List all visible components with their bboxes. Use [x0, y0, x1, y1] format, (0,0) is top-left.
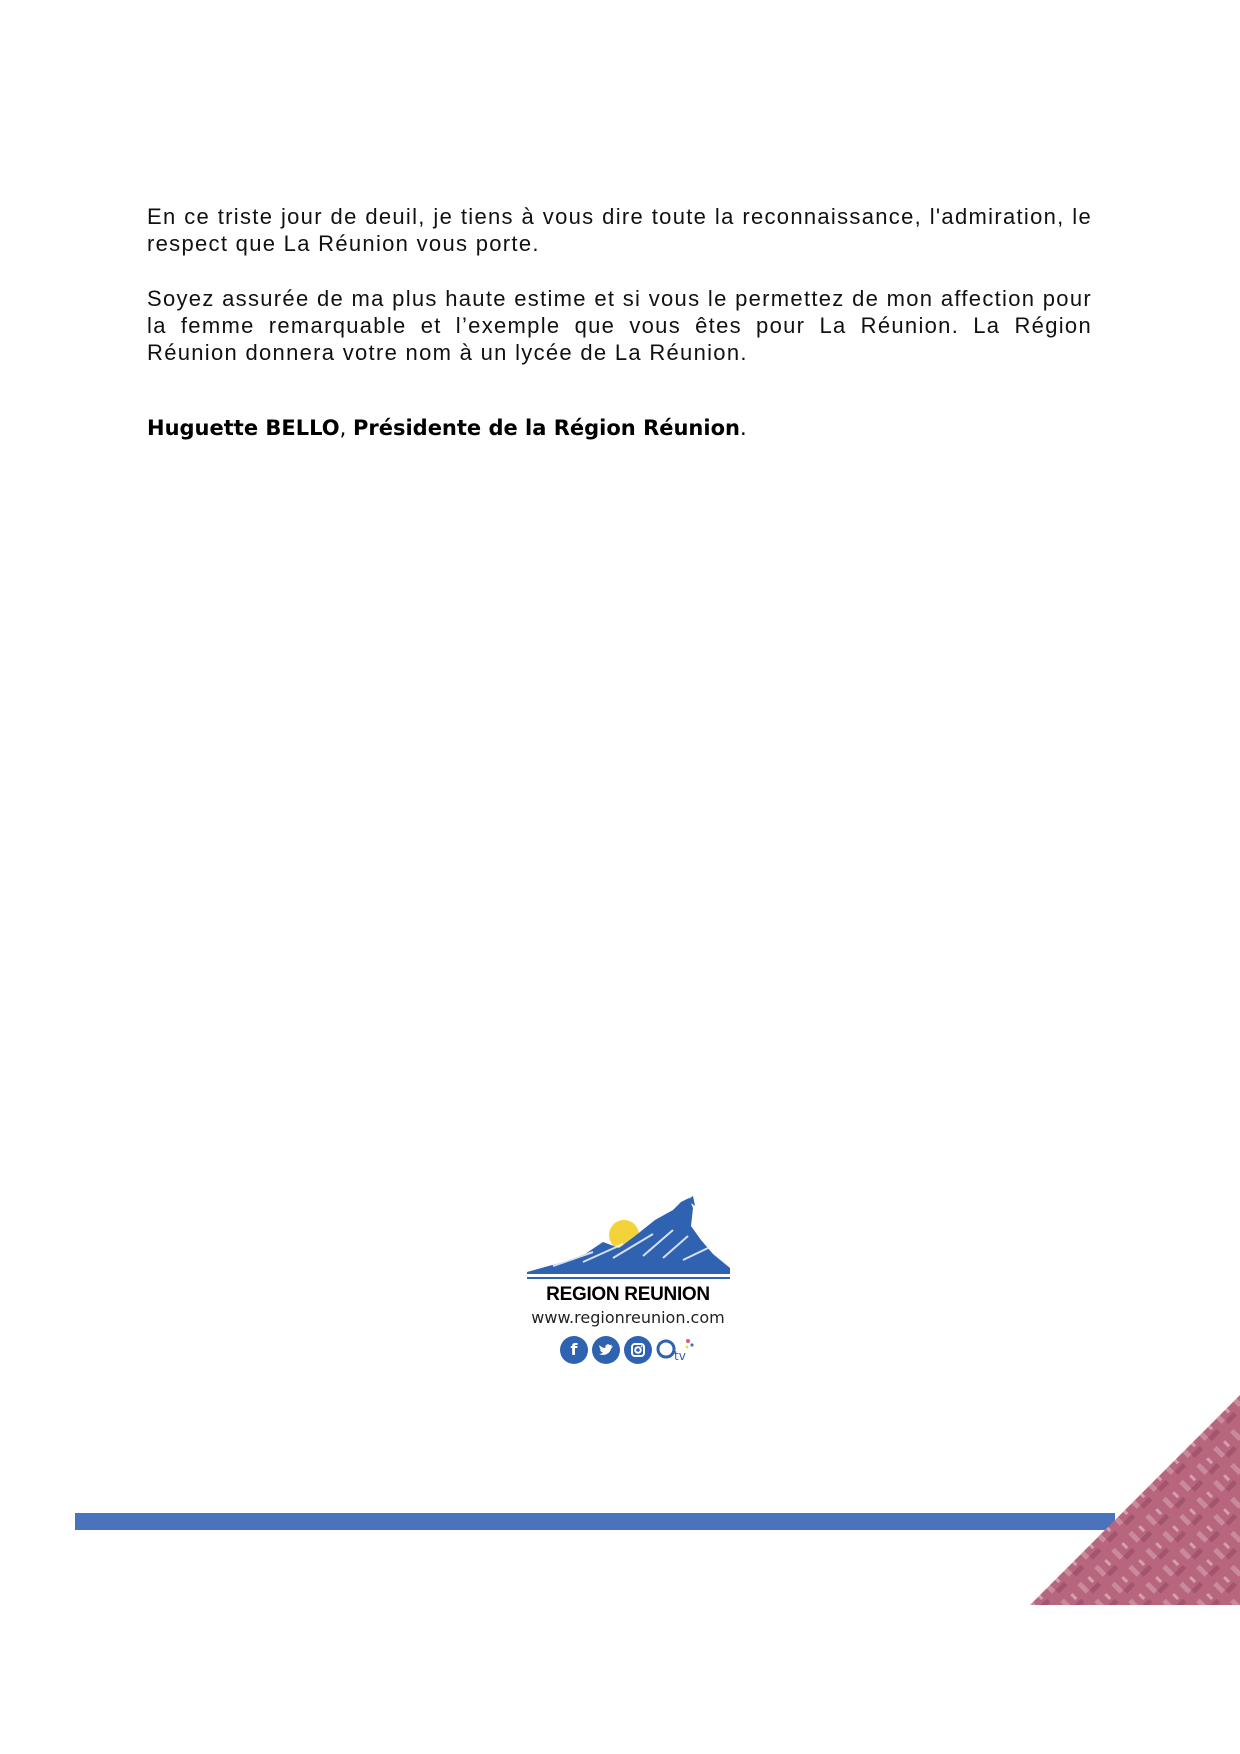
otv-icon[interactable]: [656, 1336, 696, 1364]
signature-end: .: [739, 416, 747, 440]
logo-url: www.regionreunion.com: [531, 1308, 725, 1327]
facebook-icon[interactable]: f: [560, 1336, 588, 1364]
signatory-name: Huguette BELLO: [147, 416, 340, 440]
footer-blue-bar: [75, 1513, 1115, 1530]
instagram-icon[interactable]: [624, 1336, 652, 1364]
social-icons: [518, 1336, 738, 1364]
letter-body: [147, 203, 1092, 366]
region-reunion-logo: [518, 1196, 738, 1364]
twitter-icon[interactable]: [592, 1336, 620, 1364]
logo-wordmark: REGION REUNION: [546, 1284, 710, 1305]
paragraph-esteem: Soyez assurée de ma plus haute estime et si vous le permettez de mon affection pour la femme remarquable et l’exemple que vous êtes pour La Réunion. La Région Réunion donnera votre nom à un lycée de La Réunion.: [147, 286, 1092, 365]
paragraph-condolence: En ce triste jour de deuil, je tiens à vous dire toute la reconnaissance, l'admiration, le respect que La Réunion vous porte.: [147, 204, 1092, 256]
signature: [147, 414, 747, 442]
mountain-sun-icon: [523, 1196, 733, 1282]
svg-text:tv: tv: [674, 1349, 686, 1363]
signature-separator: ,: [339, 416, 353, 440]
signatory-title: Présidente de la Région Réunion: [352, 416, 740, 440]
corner-pattern-decoration: [1030, 1395, 1240, 1605]
